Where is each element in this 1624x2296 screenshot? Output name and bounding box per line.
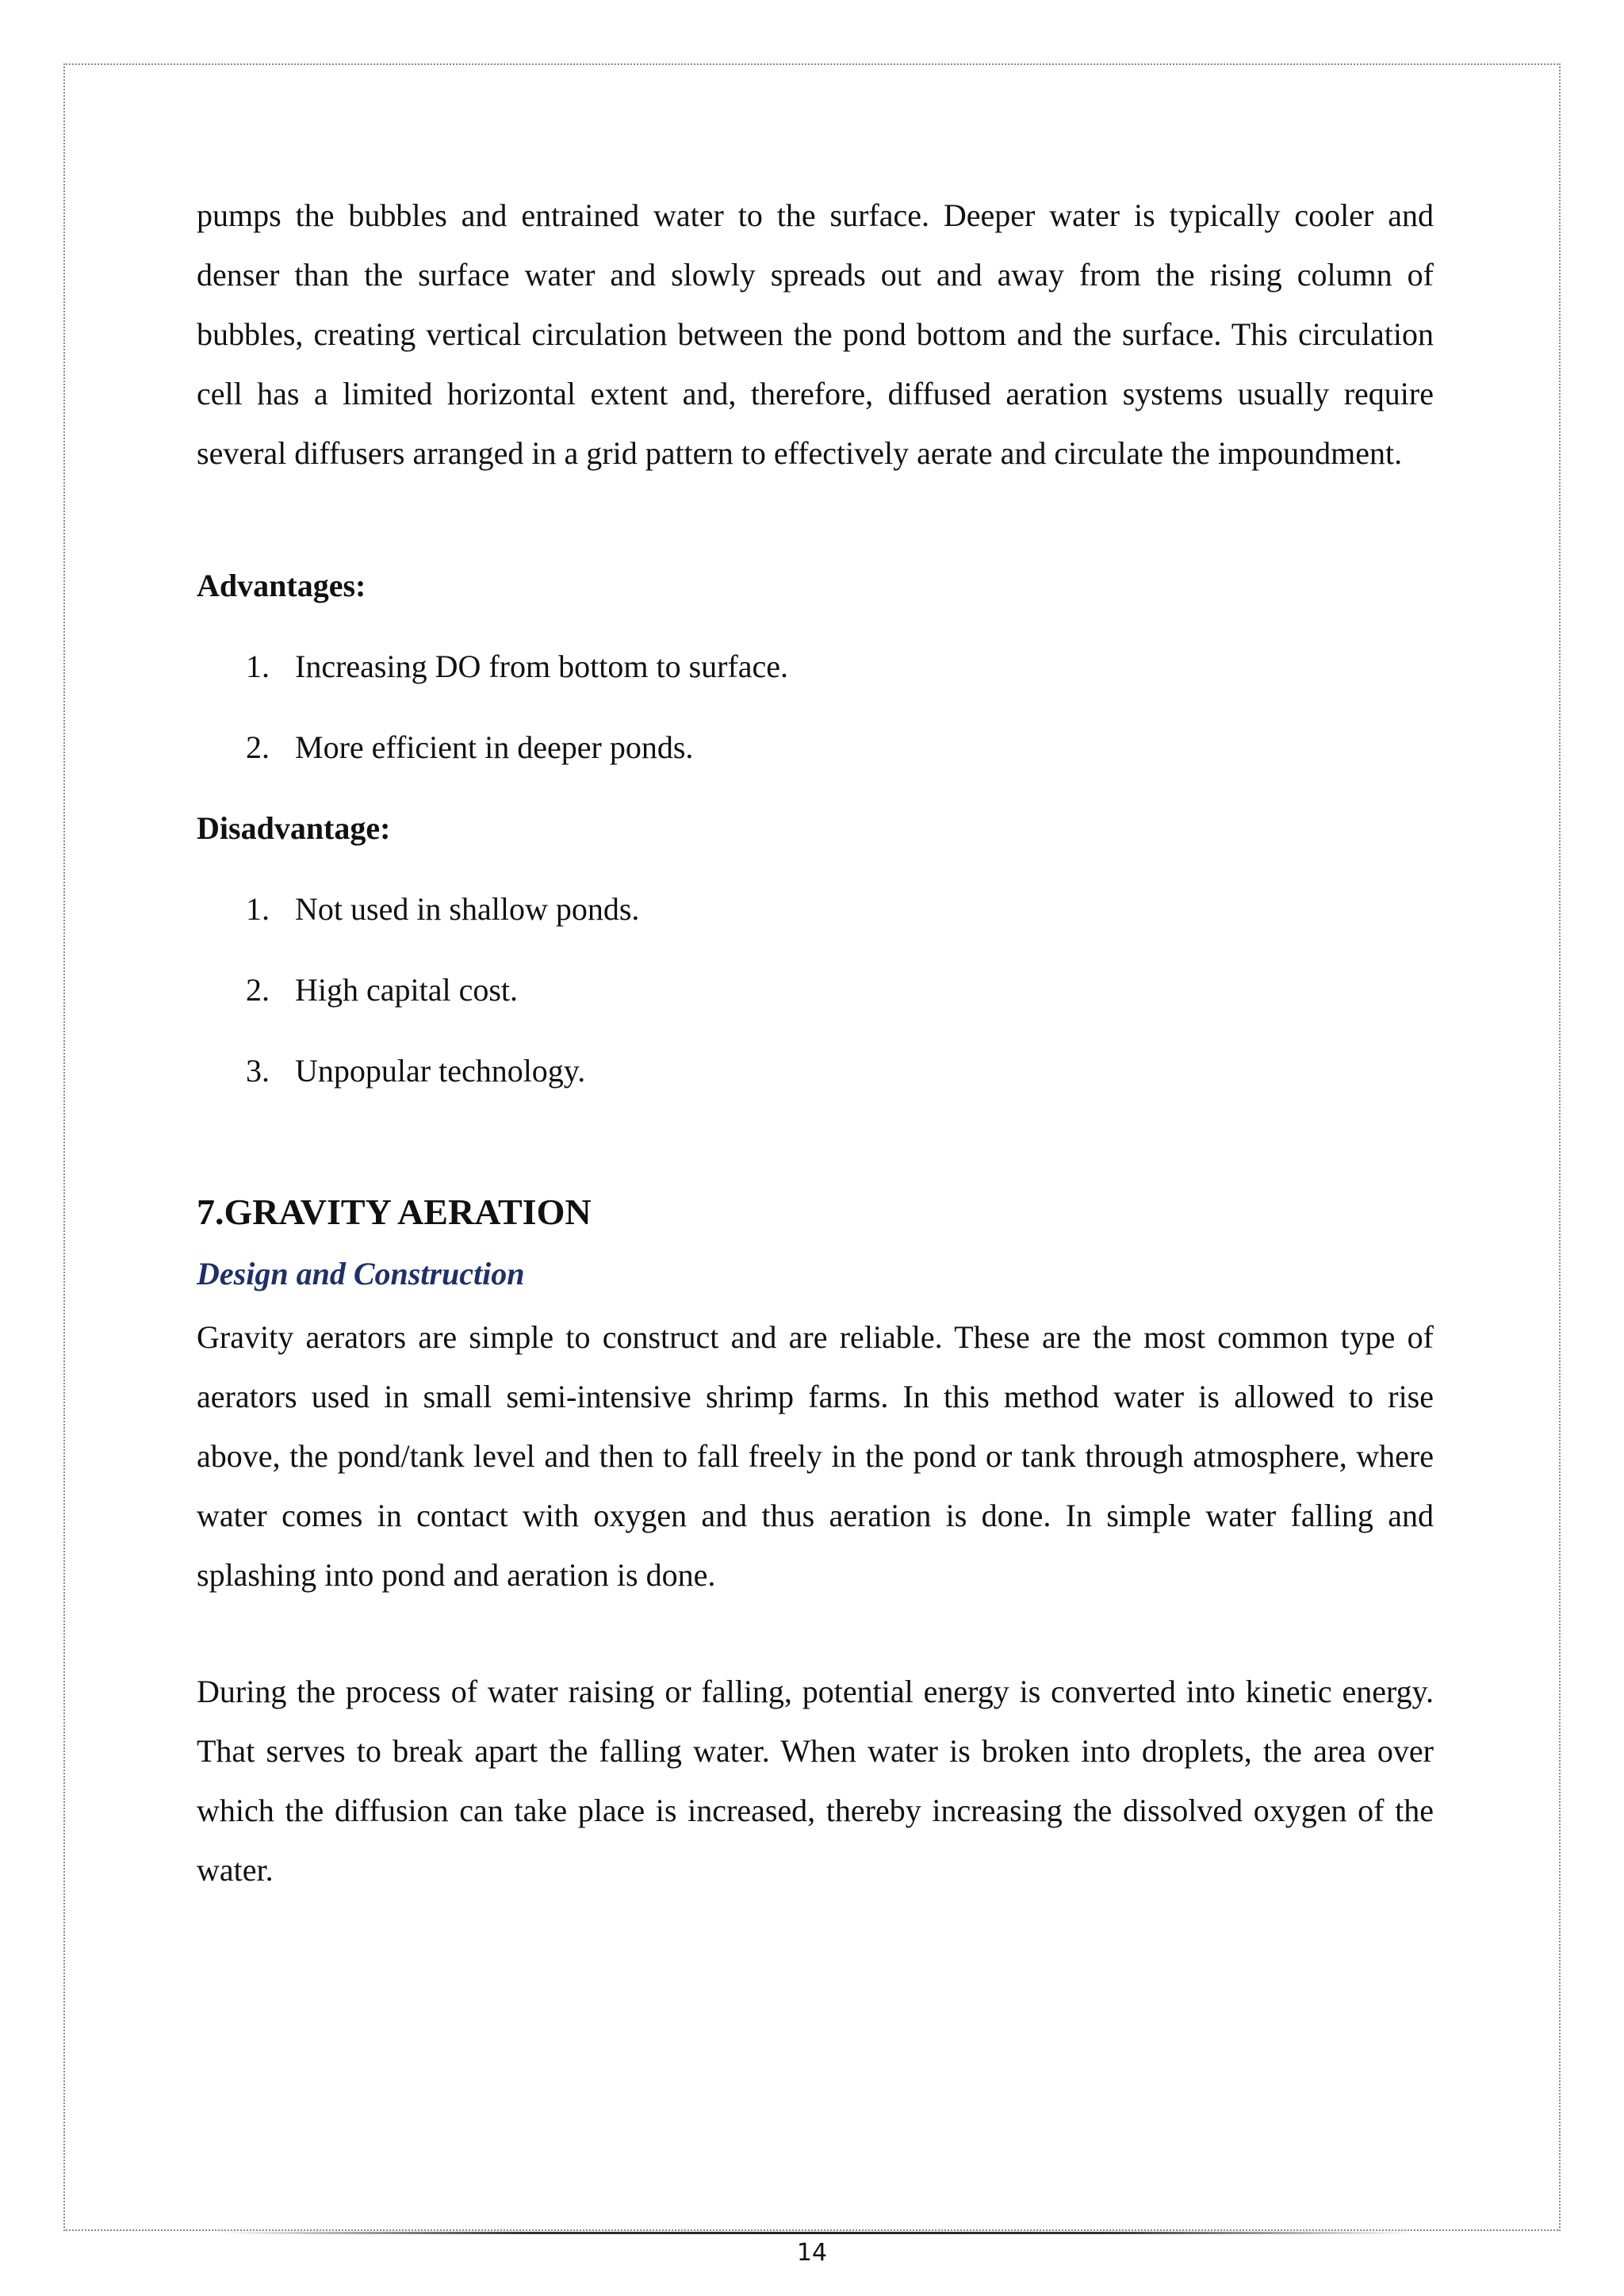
footer-rule <box>222 2232 1411 2234</box>
page-number: 14 <box>796 2239 828 2267</box>
list-item: 2. High capital cost. <box>246 972 519 1008</box>
section-title: 7.GRAVITY AERATION <box>197 1192 592 1232</box>
advantages-list <box>197 643 1434 771</box>
disadvantages-heading: Disadvantage: <box>197 810 391 846</box>
paragraph-gravity-1: Gravity aerators are simple to construct and are reliable. These are the most common type of aerators used in small semi-intensive shrimp farms. In this method water is allowed to rise above, the pond/tank level and then to fall freely in the pond or tank through atmosphere, where water comes in contact with oxygen and thus aeration is done. In simple water falling and splashing into pond and aeration is done. <box>197 1319 1434 1593</box>
disadvantages-list <box>197 886 1434 1095</box>
page-content <box>197 186 1434 1900</box>
paragraph-intro: pumps the bubbles and entrained water to the surface. Deeper water is typically cooler and denser than the surface water and slowly spreads out and away from the rising column of bubbles, creating vertical circulation between the pond bottom and the surface. This circulation cell has a limited horizontal extent and, therefore, diffused aeration systems usually require several diffusers arranged in a grid pattern to effectively aerate and circulate the impoundment. <box>197 197 1434 471</box>
advantages-heading: Advantages: <box>197 568 366 603</box>
list-item: 3. Unpopular technology. <box>246 1053 586 1089</box>
paragraph-gravity-2: During the process of water raising or falling, potential energy is converted into kinetic energy. That serves to break apart the falling water. When water is broken into droplets, the area over which the diffusion can take place is increased, thereby increasing the dissolved oxygen of the water. <box>197 1674 1434 1888</box>
section-subtitle: Design and Construction <box>197 1256 525 1292</box>
list-item: 1. Not used in shallow ponds. <box>246 891 640 927</box>
list-item: 2. More efficient in deeper ponds. <box>246 729 694 765</box>
list-item: 1. Increasing DO from bottom to surface. <box>246 649 789 684</box>
